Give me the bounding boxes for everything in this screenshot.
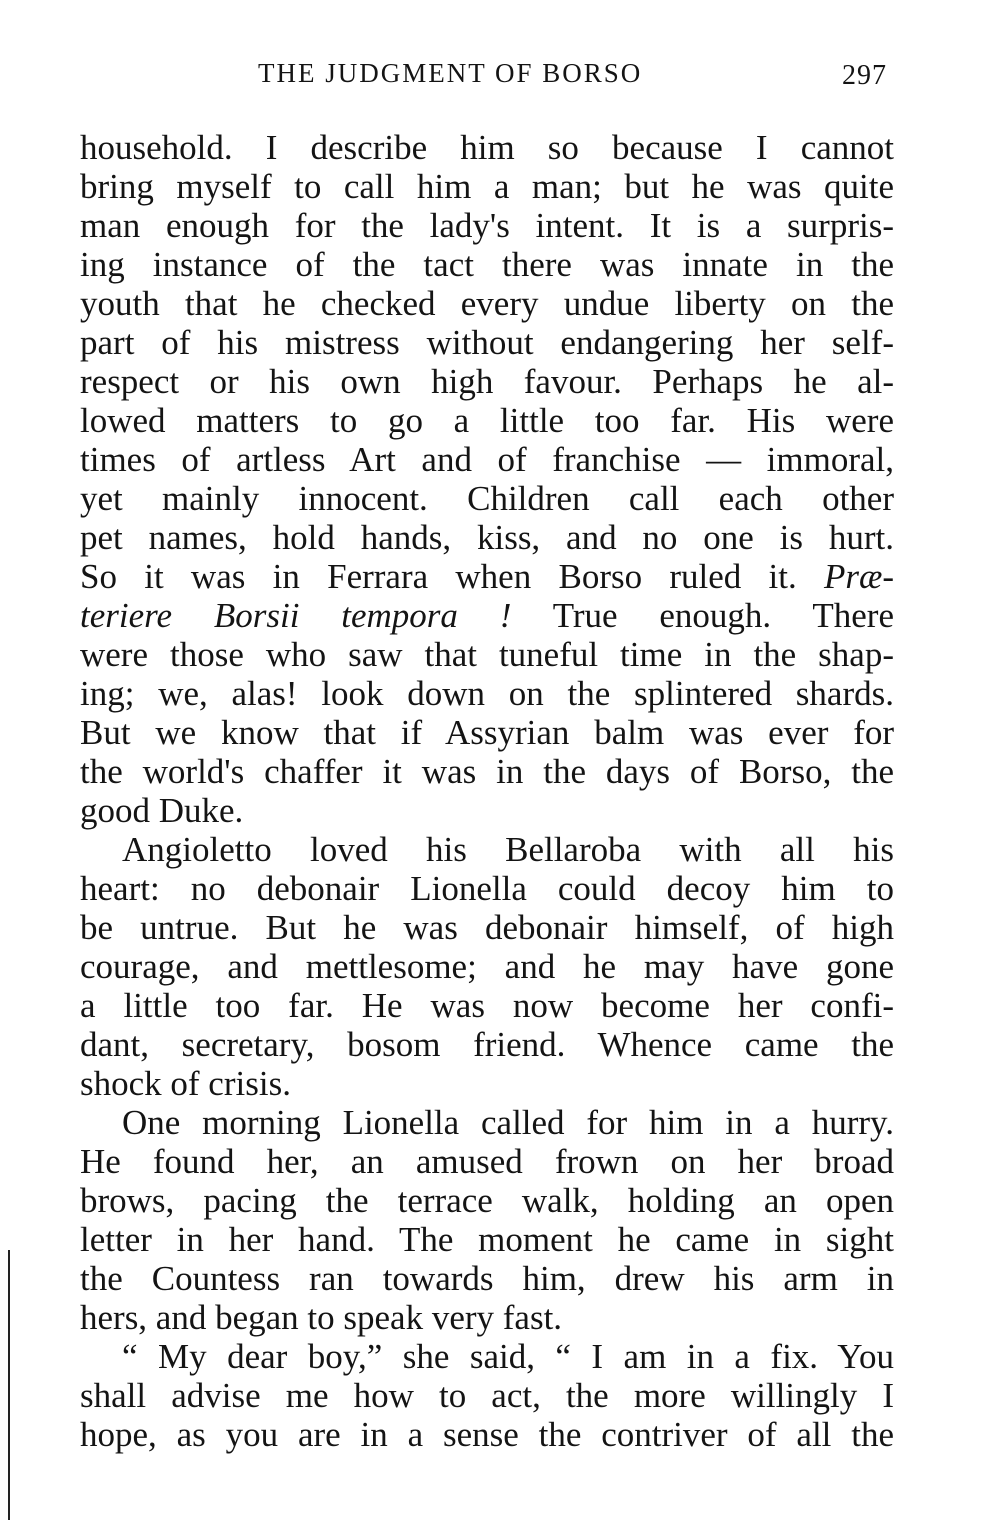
text-line: be untrue. But he was debonair himself, of high bbox=[80, 908, 894, 947]
running-title: THE JUDGMENT OF BORSO bbox=[258, 58, 643, 88]
text-segment: True enough. There bbox=[552, 596, 894, 635]
text-line: brows, pacing the terrace walk, holding an open bbox=[80, 1181, 894, 1220]
text-line: youth that he checked every undue liberty on the bbox=[80, 284, 894, 323]
text-line: a little too far. He was now become her confi- bbox=[80, 986, 894, 1025]
text-line: shall advise me how to act, the more willingly I bbox=[80, 1376, 894, 1415]
text-line: hers, and began to speak very fast. bbox=[80, 1298, 563, 1337]
text-line: the world's chaffer it was in the days of Borso, the bbox=[80, 752, 894, 791]
text-segment: So it was in Ferrara when Borso ruled it. bbox=[80, 557, 797, 596]
text-line-with-latin bbox=[80, 596, 894, 635]
text-line: He found her, an amused frown on her broad bbox=[80, 1142, 894, 1181]
latin-phrase: Præ- bbox=[824, 557, 894, 596]
text-line: part of his mistress without endangering her self- bbox=[80, 323, 894, 362]
page-number: 297 bbox=[842, 60, 887, 91]
text-line: yet mainly innocent. Children call each other bbox=[80, 479, 894, 518]
running-header bbox=[0, 58, 1000, 98]
text-line: the Countess ran towards him, drew his arm in bbox=[80, 1259, 894, 1298]
text-line: bring myself to call him a man; but he was quite bbox=[80, 167, 894, 206]
body-text bbox=[80, 128, 894, 1454]
text-line: pet names, hold hands, kiss, and no one is hurt. bbox=[80, 518, 894, 557]
text-line: But we know that if Assyrian balm was ever for bbox=[80, 713, 894, 752]
text-line: times of artless Art and of franchise — immoral, bbox=[80, 440, 894, 479]
text-line: heart: no debonair Lionella could decoy him to bbox=[80, 869, 894, 908]
text-line: dant, secretary, bosom friend. Whence came the bbox=[80, 1025, 894, 1064]
text-line: Angioletto loved his Bellaroba with all his bbox=[122, 830, 894, 869]
text-line: shock of crisis. bbox=[80, 1064, 291, 1103]
text-line: were those who saw that tuneful time in the shap- bbox=[80, 635, 894, 674]
text-line: lowed matters to go a little too far. His were bbox=[80, 401, 894, 440]
text-line: One morning Lionella called for him in a hurry. bbox=[122, 1103, 894, 1142]
text-line: courage, and mettlesome; and he may have gone bbox=[80, 947, 894, 986]
text-line: “ My dear boy,” she said, “ I am in a fix. You bbox=[122, 1337, 894, 1376]
text-line: ing; we, alas! look down on the splintered shards. bbox=[80, 674, 894, 713]
text-line: hope, as you are in a sense the contriver of all the bbox=[80, 1415, 894, 1454]
text-line: letter in her hand. The moment he came in sight bbox=[80, 1220, 894, 1259]
text-line: good Duke. bbox=[80, 791, 244, 830]
latin-phrase: teriere Borsii tempora ! bbox=[80, 596, 512, 635]
text-line-with-latin bbox=[80, 557, 894, 596]
text-line: household. I describe him so because I cannot bbox=[80, 128, 894, 167]
text-line: ing instance of the tact there was innate in the bbox=[80, 245, 894, 284]
scan-margin-line bbox=[8, 1250, 10, 1520]
text-line: man enough for the lady's intent. It is a surpris- bbox=[80, 206, 894, 245]
text-line: respect or his own high favour. Perhaps he al- bbox=[80, 362, 894, 401]
